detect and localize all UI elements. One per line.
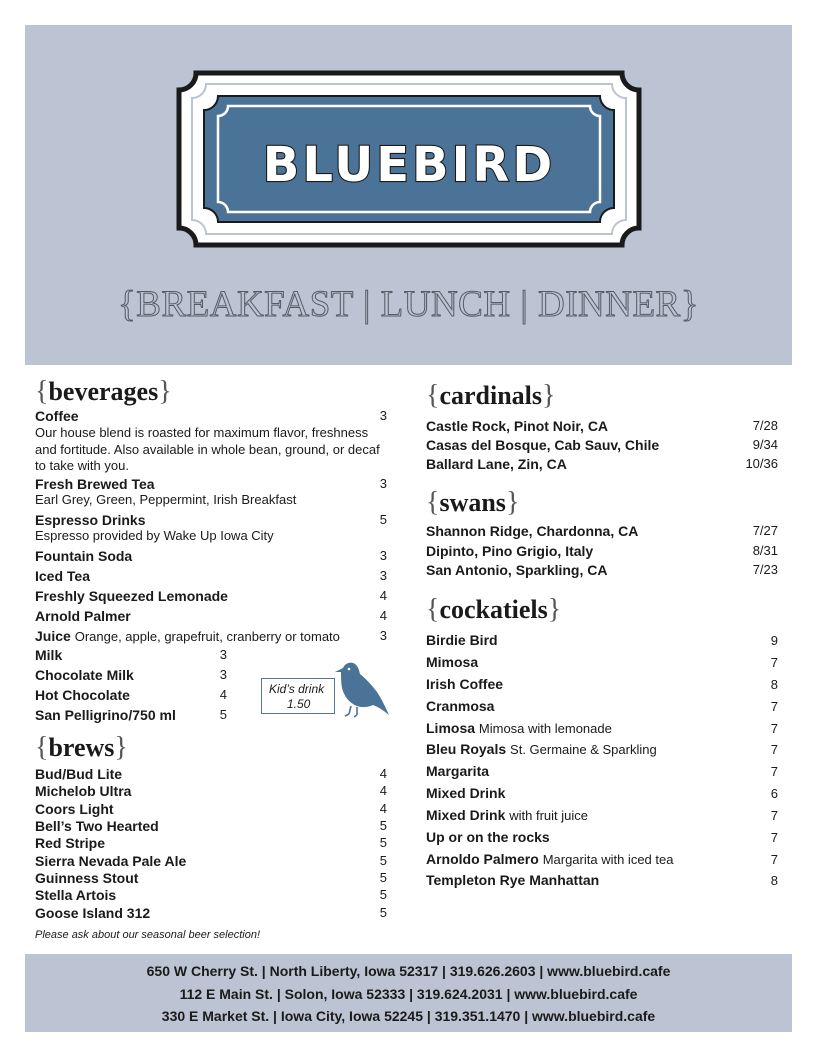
beer-item: Bud/Bud Lite (35, 766, 123, 782)
beer-item: Stella Artois (35, 887, 117, 903)
beer-price: 5 (379, 853, 387, 868)
menu-item-fountain-soda: Fountain Soda (35, 548, 133, 564)
cocktail-item: Margarita (426, 763, 490, 779)
menu-item-iced-tea: Iced Tea (35, 568, 90, 584)
price-iced-tea: 3 (379, 568, 387, 583)
price-hot-chocolate: 4 (219, 687, 227, 702)
price-fountain-soda: 3 (379, 548, 387, 563)
kids-drink-label: Kid’s drink (269, 682, 325, 696)
kids-drink-price: 1.50 (287, 697, 311, 711)
beer-item: Red Stripe (35, 835, 106, 851)
beer-item: Guinness Stout (35, 870, 139, 886)
locations-footer (25, 954, 792, 1032)
beer-price: 5 (379, 887, 387, 902)
beer-price: 5 (379, 905, 387, 920)
menu-header (25, 25, 792, 365)
price-espresso: 5 (379, 512, 387, 527)
beer-item: Bell’s Two Hearted (35, 818, 159, 834)
menu-item-tea: Fresh Brewed Tea (35, 476, 155, 492)
beer-item: Sierra Nevada Pale Ale (35, 853, 187, 869)
cocktail-item: Birdie Bird (426, 632, 498, 648)
wine-price: 9/34 (752, 437, 778, 452)
footer-location-solon: 112 E Main St. | Solon, Iowa 52333 | 319.624.2031 | www.bluebird.cafe (179, 986, 638, 1002)
wine-item: San Antonio, Sparkling, CA (426, 562, 608, 578)
cocktail-price: 7 (770, 655, 778, 670)
cocktail-item: Up or on the rocks (426, 829, 550, 845)
footer-location-iowa-city: 330 E Market St. | Iowa City, Iowa 52245 | 319.351.1470 | www.bluebird.cafe (161, 1008, 656, 1024)
wine-price: 7/23 (752, 562, 778, 577)
cocktail-price: 7 (770, 721, 778, 736)
tagline: {BREAKFAST | LUNCH | DINNER} (118, 284, 699, 325)
price-san-pellegrino: 5 (219, 707, 227, 722)
wine-item: Casas del Bosque, Cab Sauv, Chile (426, 437, 660, 453)
beer-price: 4 (379, 783, 387, 798)
wine-item: Shannon Ridge, Chardonna, CA (426, 523, 639, 539)
seasonal-beer-note: Please ask about our seasonal beer selection! (35, 929, 261, 941)
bird-icon (329, 658, 391, 718)
wine-price: 7/28 (752, 418, 778, 433)
price-milk: 3 (219, 647, 227, 662)
wine-price: 7/27 (752, 523, 778, 538)
kids-drink-callout (261, 678, 335, 714)
price-lemonade: 4 (379, 588, 387, 603)
espresso-description: Espresso provided by Wake Up Iowa City (35, 528, 274, 543)
footer-location-north-liberty: 650 W Cherry St. | North Liberty, Iowa 52317 | 319.626.2603 | www.bluebird.cafe (146, 963, 671, 979)
beverages-title: {beverages} (35, 376, 172, 407)
cocktail-price: 6 (770, 786, 778, 801)
beer-price: 5 (379, 870, 387, 885)
cocktail-item: Arnoldo Palmero Margarita with iced tea (426, 851, 674, 867)
menu-item-lemonade: Freshly Squeezed Lemonade (35, 588, 228, 604)
cocktail-item: Templeton Rye Manhattan (426, 872, 600, 888)
logo-text: BLUEBIRD (262, 137, 556, 193)
brews-title: {brews} (35, 732, 128, 763)
coffee-description: Our house blend is roasted for maximum flavor, freshness and fortitude. Also available in whole bean, ground, or decaf to take with you. (35, 425, 380, 473)
menu-item-milk: Milk (35, 647, 63, 663)
wine-item: Dipinto, Pino Grigio, Italy (426, 543, 594, 559)
menu-item-hot-chocolate: Hot Chocolate (35, 687, 130, 703)
cocktail-price: 8 (770, 873, 778, 888)
bluebird-logo (176, 70, 642, 248)
price-tea: 3 (379, 476, 387, 491)
cocktail-price: 7 (770, 808, 778, 823)
price-arnold-palmer: 4 (379, 608, 387, 623)
cocktail-item: Limosa Mimosa with lemonade (426, 720, 612, 736)
menu-item-juice: Juice Orange, apple, grapefruit, cranberry or tomato (35, 628, 340, 644)
cocktail-price: 9 (770, 633, 778, 648)
menu-item-espresso: Espresso Drinks (35, 512, 146, 528)
cocktail-price: 8 (770, 677, 778, 692)
cocktail-item: Cranmosa (426, 698, 495, 714)
cocktail-price: 7 (770, 742, 778, 757)
beer-item: Goose Island 312 (35, 905, 151, 921)
cocktail-item: Mixed Drink (426, 785, 506, 801)
cardinals-title: {cardinals} (426, 380, 556, 411)
cocktail-item: Bleu Royals St. Germaine & Sparkling (426, 741, 657, 757)
cocktail-item: Irish Coffee (426, 676, 504, 692)
cocktail-price: 7 (770, 852, 778, 867)
menu-item-coffee: Coffee (35, 408, 79, 424)
cockatiels-title: {cockatiels} (426, 594, 562, 625)
cocktail-price: 7 (770, 830, 778, 845)
beer-price: 4 (379, 766, 387, 781)
cocktail-item: Mixed Drink with fruit juice (426, 807, 588, 823)
beer-item: Michelob Ultra (35, 783, 132, 799)
cocktail-price: 7 (770, 764, 778, 779)
beer-price: 5 (379, 835, 387, 850)
beer-item: Coors Light (35, 801, 114, 817)
menu-item-san-pellegrino: San Pelligrino/750 ml (35, 707, 176, 723)
cocktail-item: Mimosa (426, 654, 479, 670)
cocktail-price: 7 (770, 699, 778, 714)
wine-price: 10/36 (745, 456, 778, 471)
menu-item-arnold-palmer: Arnold Palmer (35, 608, 131, 624)
price-juice: 3 (379, 628, 387, 643)
wine-item: Castle Rock, Pinot Noir, CA (426, 418, 609, 434)
menu-item-chocolate-milk: Chocolate Milk (35, 667, 134, 683)
beer-price: 4 (379, 801, 387, 816)
wine-item: Ballard Lane, Zin, CA (426, 456, 567, 472)
price-chocolate-milk: 3 (219, 667, 227, 682)
price-coffee: 3 (379, 408, 387, 423)
wine-price: 8/31 (752, 543, 778, 558)
tea-description: Earl Grey, Green, Peppermint, Irish Breakfast (35, 492, 297, 507)
swans-title: {swans} (426, 487, 520, 518)
beer-price: 5 (379, 818, 387, 833)
